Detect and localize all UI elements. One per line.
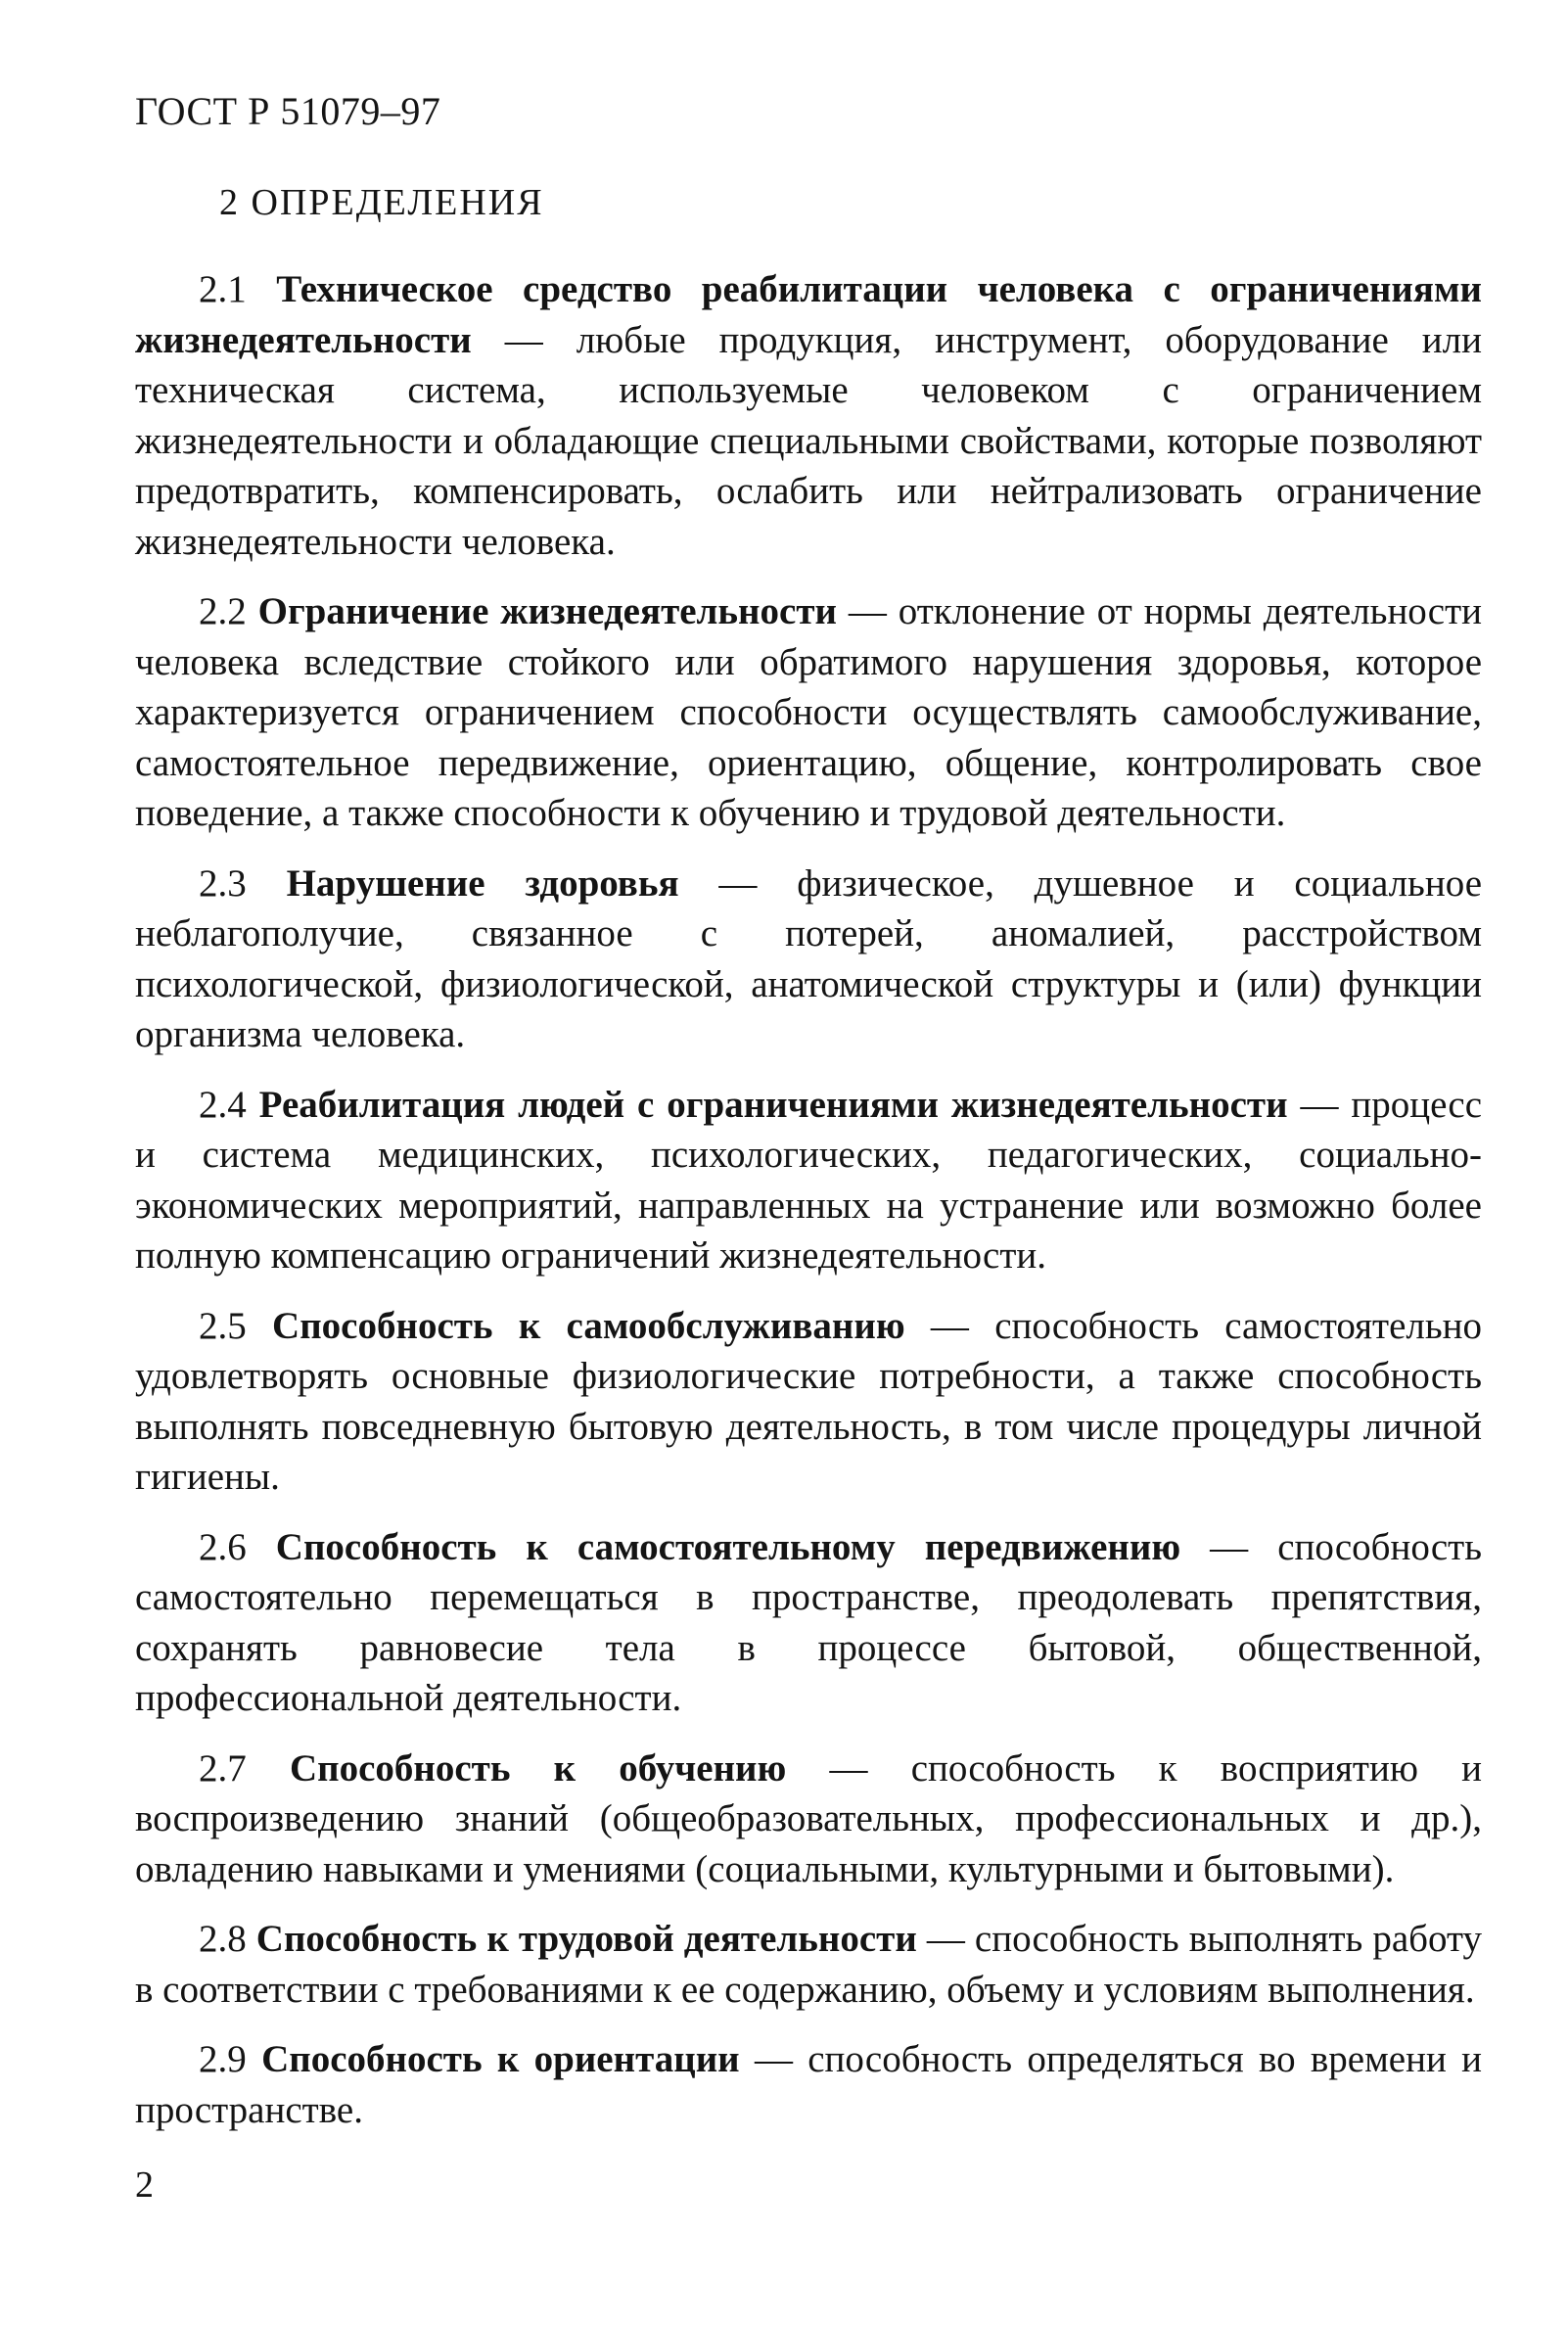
- definition-item: 2.4 Реабилитация людей с ограничениями жизнедеятельности — процесс и система медицинских, психологических, педагогических, социально-экономических мероприятий, направленных на устранение или возможно более полную компенсацию ограничений жизнедеятельности.: [135, 1083, 1483, 1277]
- definition-text: способность определяться во времени и пространстве.: [135, 2038, 1483, 2131]
- definition-item: 2.1 Техническое средство реабилитации человека с ограничениями жизнедеятельности — любые продукция, инструмент, оборудование или техническая система, используемые человеком с ограничением жизнедеятельности и обладающие специальными свойствами, которые позволяют предотвратить, компенсировать, ослабить или нейтрализовать ограничение жизнедеятельности человека.: [135, 268, 1483, 563]
- definition-number: 2.8: [199, 1918, 247, 1960]
- definition-text: любые продукция, инструмент, оборудование или техническая система, используемые человеком с ограничением жизнедеятельности и обладающие специальными свойствами, которые позволяют предотвратить, компенсировать, ослабить или нейтрализовать ограничение жизнедеятельности человека.: [135, 318, 1482, 563]
- definition-text: способность самостоятельно перемещаться в пространстве, преодолевать препятствия, сохранять равновесие тела в процессе бытовой, общественной, профессиональной деятельности.: [135, 1525, 1483, 1719]
- definition-item: 2.3 Нарушение здоровья — физическое, душевное и социальное неблагополучие, связанное с потерей, аномалией, расстройством психологической, физиологической, анатомической структуры и (или) функции организма человека.: [135, 861, 1482, 1055]
- definition-text: способность выполнять работу в соответствии с требованиями к ее содержанию, объему и условиям выполнения.: [135, 1918, 1483, 2011]
- definition-text: отклонение от нормы деятельности человека вследствие стойкого или обратимого нарушения здоровья, которое характеризуется ограничением способности осуществлять самообслуживание, самостоятельное передвижение, ориентацию, общение, контролировать свое поведение, а также способности к обучению и трудовой деятельности.: [135, 590, 1483, 834]
- document-code: ГОСТ Р 51079–97: [135, 89, 441, 133]
- definition-text: процесс и система медицинских, психологических, педагогических, социально-экономических мероприятий, направленных на устранение или возможно более полную компенсацию ограничений жизнедеятельности.: [135, 1083, 1483, 1277]
- definition-number: 2.3: [199, 861, 247, 905]
- definition-item: 2.7 Способность к обучению — способность к восприятию и воспроизведению знаний (общеобразовательных, профессиональных и др.), овладению навыками и умениями (социальными, культурными и бытовыми).: [135, 1746, 1483, 1890]
- definitions-list: [135, 264, 1482, 2155]
- definition-text: физическое, душевное и социальное неблагополучие, связанное с потерей, аномалией, расстройством психологической, физиологической, анатомической структуры и (или) функции организма человека.: [135, 861, 1482, 1055]
- definition-term: Реабилитация людей с ограничениями жизнедеятельности: [258, 1083, 1288, 1126]
- definition-number: 2.2: [199, 590, 247, 632]
- definition-item: 2.8 Способность к трудовой деятельности — способность выполнять работу в соответствии с требованиями к ее содержанию, объему и условиям выполнения.: [135, 1918, 1483, 2011]
- definition-term: Техническое средство реабилитации человека с ограничениями жизнедеятельности: [135, 268, 1483, 361]
- definition-term: Ограничение жизнедеятельности: [257, 590, 837, 632]
- definition-number: 2.4: [199, 1083, 247, 1126]
- definition-number: 2.7: [199, 1746, 247, 1790]
- page-number: 2: [135, 2164, 154, 2206]
- definition-item: 2.2 Ограничение жизнедеятельности — отклонение от нормы деятельности человека вследствие стойкого или обратимого нарушения здоровья, которое характеризуется ограничением способности осуществлять самообслуживание, самостоятельное передвижение, ориентацию, общение, контролировать свое поведение, а также способности к обучению и трудовой деятельности.: [135, 590, 1483, 834]
- definition-term: Способность к трудовой деятельности: [255, 1918, 917, 1960]
- definition-number: 2.9: [199, 2038, 247, 2080]
- definition-term: Способность к обучению: [289, 1746, 787, 1790]
- definition-number: 2.5: [199, 1304, 247, 1347]
- definition-term: Способность к ориентации: [261, 2038, 740, 2080]
- definition-term: Способность к самообслуживанию: [272, 1304, 905, 1347]
- definition-term: Способность к самостоятельному передвижению: [275, 1525, 1181, 1568]
- definition-item: 2.6 Способность к самостоятельному передвижению — способность самостоятельно перемещаться в пространстве, преодолевать препятствия, сохранять равновесие тела в процессе бытовой, общественной, профессиональной деятельности.: [135, 1525, 1483, 1719]
- section-title: 2 ОПРЕДЕЛЕНИЯ: [219, 182, 544, 223]
- definition-text: способность к восприятию и воспроизведению знаний (общеобразовательных, профессиональных и др.), овладению навыками и умениями (социальными, культурными и бытовыми).: [135, 1746, 1483, 1890]
- definition-number: 2.1: [199, 268, 247, 310]
- definition-number: 2.6: [199, 1525, 247, 1568]
- definition-term: Нарушение здоровья: [286, 861, 679, 905]
- definition-text: способность самостоятельно удовлетворять основные физиологические потребности, а также способность выполнять повседневную бытовую деятельность, в том числе процедуры личной гигиены.: [135, 1304, 1483, 1498]
- definition-item: 2.5 Способность к самообслуживанию — способность самостоятельно удовлетворять основные физиологические потребности, а также способность выполнять повседневную бытовую деятельность, в том числе процедуры личной гигиены.: [135, 1304, 1483, 1498]
- definition-item: 2.9 Способность к ориентации — способность определяться во времени и пространстве.: [135, 2038, 1483, 2131]
